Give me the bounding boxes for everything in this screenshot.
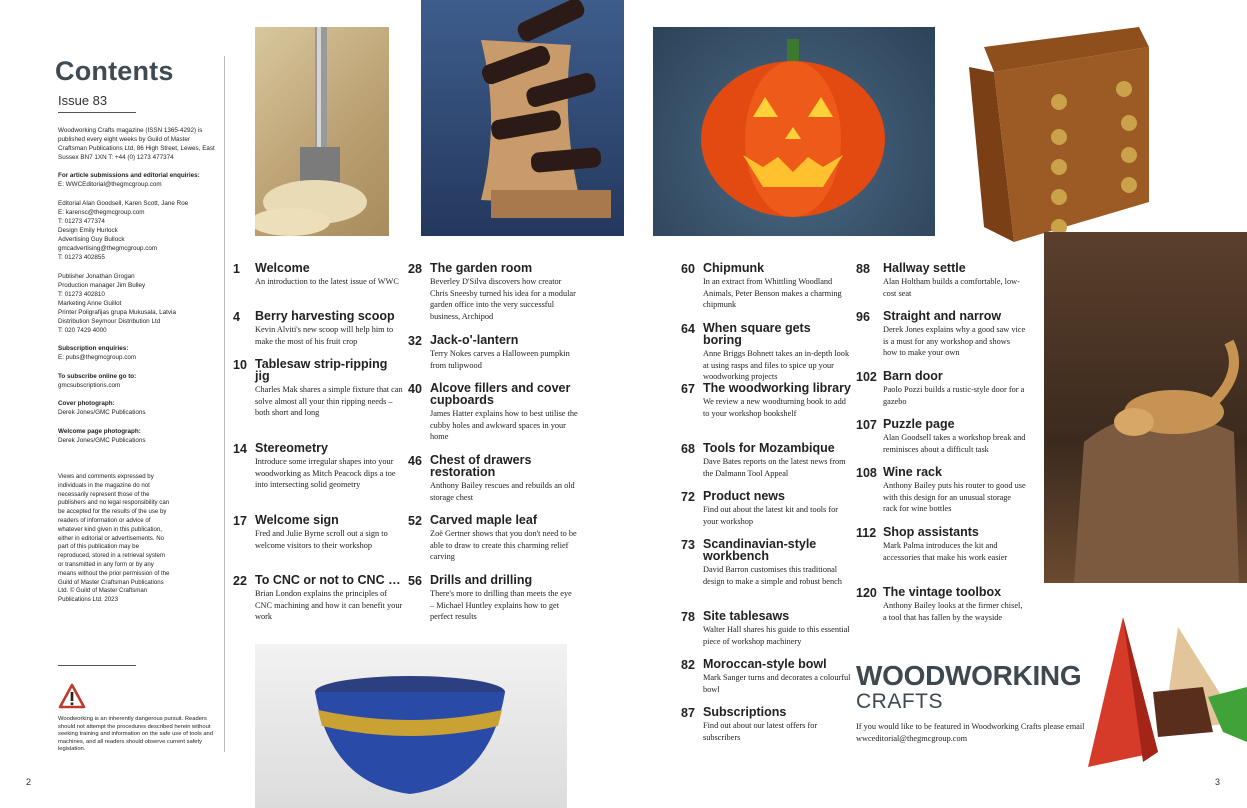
- printer-line: Printer Poligrafijas grupa Mukusala, Latvia: [58, 309, 176, 316]
- entry-description: An introduction to the latest issue of WWC: [255, 277, 399, 286]
- entry-description: We review a new woodturning book to add to your workshop bookshelf: [703, 397, 846, 418]
- contents-entry: [681, 262, 851, 311]
- entry-description: Alan Holtham builds a comfortable, low-cost seat: [883, 277, 1020, 298]
- logo-subtitle: CRAFTS: [856, 690, 943, 713]
- entry-description: In an extract from Whittling Woodland Animals, Peter Benson makes a charming chipmunk: [703, 277, 842, 310]
- entry-title: The woodworking library: [703, 381, 851, 395]
- welcome-heading: Welcome page photograph:: [58, 428, 141, 435]
- page-number-right: 3: [1215, 777, 1221, 787]
- entry-description: Mark Sanger turns and decorates a colourful bowl: [703, 673, 851, 694]
- welcome-credit: Derek Jones/GMC Publications: [58, 437, 146, 444]
- geometric-shapes-photo: [1083, 612, 1247, 808]
- advertising-email: gmcadvertising@thegmcgroup.com: [58, 245, 158, 252]
- entry-page-number: 108: [856, 466, 877, 480]
- chipmunk-photo: [1044, 232, 1247, 583]
- entry-page-number: 96: [856, 310, 870, 324]
- contents-entry: [856, 370, 1026, 407]
- bowl-photo: [255, 644, 567, 808]
- entry-title: The vintage toolbox: [883, 585, 1002, 599]
- design-line: Design Emily Hurlock: [58, 227, 118, 234]
- cover-credit: Derek Jones/GMC Publications: [58, 409, 146, 416]
- entry-title: Stereometry: [255, 441, 328, 455]
- entry-page-number: 4: [233, 310, 240, 324]
- entry-page-number: 22: [233, 574, 247, 588]
- entry-description: David Barron customises this traditional design to make a simple and robust bench: [703, 565, 842, 586]
- submissions-heading: For article submissions and editorial enquiries:: [58, 172, 200, 179]
- welcome-photo-info: [58, 427, 218, 445]
- entry-title: Hallway settle: [883, 261, 966, 275]
- contents-entry: [681, 322, 851, 383]
- contents-entry: [681, 658, 851, 695]
- production-info: [58, 272, 218, 335]
- entry-description: Anthony Bailey rescues and rebuilds an old storage chest: [430, 481, 575, 502]
- entry-page-number: 52: [408, 514, 422, 528]
- contents-entry: [856, 466, 1026, 515]
- production-tel: T: 01273 402810: [58, 291, 105, 298]
- entry-title: Subscriptions: [703, 705, 787, 719]
- entry-description: Beverley D'Silva discovers how creator Chris Sneesby turned his idea for a modular garden office into the very successful business, Archipod: [430, 277, 576, 321]
- entry-description: Find out about the latest kit and tools for your workshop: [703, 505, 839, 526]
- publisher-line: Publisher Jonathan Grogan: [58, 273, 135, 280]
- drill-bit-photo: [255, 27, 389, 236]
- pumpkin-photo: [653, 27, 935, 236]
- editorial-email: E: karensc@thegmcgroup.com: [58, 209, 145, 216]
- entry-title: Berry harvesting scoop: [255, 309, 395, 323]
- online-info: [58, 372, 218, 390]
- entry-title: Welcome sign: [255, 513, 339, 527]
- entry-page-number: 28: [408, 262, 422, 276]
- contents-entry: [233, 262, 403, 288]
- wine-rack-photo: [421, 0, 624, 236]
- cover-info: [58, 399, 218, 417]
- contents-entry: [233, 358, 403, 419]
- contents-entry: [856, 310, 1026, 359]
- entry-page-number: 32: [408, 334, 422, 348]
- entry-page-number: 78: [681, 610, 695, 624]
- subs-email: E: pubs@thegmcgroup.com: [58, 354, 137, 361]
- submissions-info: [58, 171, 218, 189]
- entry-page-number: 60: [681, 262, 695, 276]
- entry-page-number: 107: [856, 418, 877, 432]
- contents-entry: [681, 538, 851, 587]
- contents-entry: [681, 442, 851, 479]
- entry-page-number: 82: [681, 658, 695, 672]
- contents-entry: [408, 574, 578, 623]
- contents-entry: [856, 262, 1026, 299]
- contents-entry: [856, 586, 1026, 623]
- entry-title: Site tablesaws: [703, 609, 790, 623]
- entry-description: Derek Jones explains why a good saw vice is a must for any workshop and shows how to make your own: [883, 325, 1026, 358]
- entry-description: Fred and Julie Byrne scroll out a sign to welcome visitors to their workshop: [255, 529, 388, 550]
- page-title: Contents: [55, 56, 174, 86]
- entry-title: Jack-o'-lantern: [430, 333, 519, 347]
- sidebar-divider: [224, 56, 225, 752]
- contents-entry: [408, 262, 578, 322]
- entry-title: Moroccan-style bowl: [703, 657, 827, 671]
- masthead-text: Woodworking Crafts magazine (ISSN 1365-4292) is published every eight weeks by Guild of Master Craftsman Publications Ltd, 86 High Street, Lewes, East Sussex BN7 1XN T: +44 (0) 1273 477374: [58, 127, 215, 161]
- contents-entry: [681, 382, 851, 419]
- divider: [58, 112, 136, 113]
- entry-description: Terry Nokes carves a Halloween pumpkin from tulipwood: [430, 349, 570, 370]
- editorial-tel: T: 01273 477374: [58, 218, 105, 225]
- feature-invite: If you would like to be featured in Woodworking Crafts please email wwceditorial@thegmcgroup.com: [856, 722, 1085, 743]
- entry-title: Barn door: [883, 369, 943, 383]
- entry-page-number: 120: [856, 586, 877, 600]
- entry-description: Find out about our latest offers for subscribers: [703, 721, 818, 742]
- contents-entry: [233, 514, 403, 551]
- advertising-line: Advertising Guy Bullock: [58, 236, 125, 243]
- entry-title: Shop assistants: [883, 525, 979, 539]
- entry-page-number: 112: [856, 526, 877, 540]
- warning-icon: [58, 683, 86, 709]
- contents-entry: [408, 334, 578, 371]
- entry-title: Straight and narrow: [883, 309, 1002, 323]
- page-number-left: 2: [26, 777, 32, 787]
- entry-title: Carved maple leaf: [430, 513, 537, 527]
- advertising-tel: T: 01273 402855: [58, 254, 105, 261]
- entry-title: Product news: [703, 489, 785, 503]
- distribution-tel: T: 020 7429 4000: [58, 327, 107, 334]
- entry-title: Welcome: [255, 261, 310, 275]
- chest-of-drawers-photo: [964, 27, 1155, 242]
- disclaimer: Views and comments expressed by individuals in the magazine do not necessarily represent those of the publishers and no legal responsibility can be accepted for the results of the use by readers of information or advice of whatever kind given in this publication, either in editorial or advertisements. No part of this publication may be reproduced, stored in a retrieval system or transmitted in any form or by any means without the prior permission of the Guild of Master Craftsman Publications Ltd. © Guild of Master Craftsman Publications Ltd. 2023: [58, 473, 170, 604]
- contents-entry: [856, 526, 1026, 563]
- entry-page-number: 68: [681, 442, 695, 456]
- contents-entry: [408, 454, 578, 503]
- entry-page-number: 46: [408, 454, 422, 468]
- entry-title: Puzzle page: [883, 417, 955, 431]
- staff-info: [58, 199, 218, 262]
- entry-description: James Hatter explains how to best utilise the cubby holes and awkward spaces in your home: [430, 409, 578, 442]
- entry-title: Chipmunk: [703, 261, 765, 275]
- masthead-info: [58, 126, 218, 162]
- entry-title: When square gets boring: [703, 321, 811, 347]
- contents-entry: [856, 418, 1026, 455]
- entry-description: Anne Briggs Bohnett takes an in-depth look at using rasps and files to spice up your woodworking projects: [703, 349, 850, 382]
- entry-description: Alan Goodsell takes a workshop break and reminisces about a difficult task: [883, 433, 1026, 454]
- entry-title: Drills and drilling: [430, 573, 533, 587]
- entry-page-number: 102: [856, 370, 877, 384]
- logo-wordmark: WOODWORKING: [856, 660, 1082, 691]
- entry-page-number: 10: [233, 358, 247, 372]
- entry-page-number: 88: [856, 262, 870, 276]
- entry-description: Mark Palma introduces the kit and accessories that make his work easier: [883, 541, 1008, 562]
- entry-description: There's more to drilling than meets the eye – Michael Huntley explains how to get perfect results: [430, 589, 572, 622]
- contents-entry: [233, 442, 403, 491]
- entry-title: Alcove fillers and cover cupboards: [430, 381, 571, 407]
- marketing-line: Marketing Anne Guillot: [58, 300, 122, 307]
- editorial-line: Editorial Alan Goodsell, Karen Scott, Jane Roe: [58, 200, 189, 207]
- entry-title: Wine rack: [883, 465, 942, 479]
- subs-heading: Subscription enquiries:: [58, 345, 129, 352]
- submissions-email: E: WWCEditorial@thegmcgroup.com: [58, 181, 162, 188]
- safety-warning: Woodworking is an inherently dangerous pursuit. Readers should not attempt the procedures described herein without seeking training and information on the safe use of tools and machines, and all readers should observe current safety legislation.: [58, 716, 214, 753]
- entry-description: Anthony Bailey looks at the firmer chisel, a tool that has fallen by the wayside: [883, 601, 1023, 622]
- entry-page-number: 14: [233, 442, 247, 456]
- entry-page-number: 1: [233, 262, 240, 276]
- online-heading: To subscribe online go to:: [58, 373, 137, 380]
- entry-page-number: 87: [681, 706, 695, 720]
- contents-entry: [408, 382, 578, 443]
- entry-description: Anthony Bailey puts his router to good use with this design for an unusual storage rack for wine bottles: [883, 481, 1026, 514]
- entry-page-number: 56: [408, 574, 422, 588]
- entry-page-number: 67: [681, 382, 695, 396]
- entry-title: Scandinavian-style workbench: [703, 537, 817, 563]
- issue-number: Issue 83: [58, 93, 108, 108]
- cover-heading: Cover photograph:: [58, 400, 115, 407]
- contents-entry: [681, 610, 851, 647]
- entry-description: Brian London explains the principles of CNC machining and how it can benefit your work: [255, 589, 403, 622]
- distribution-line: Distribution Seymour Distribution Ltd: [58, 318, 161, 325]
- divider: [58, 665, 136, 666]
- entry-title: Tablesaw strip-ripping jig: [255, 357, 388, 383]
- contents-entry: [681, 706, 851, 743]
- entry-title: Tools for Mozambique: [703, 441, 835, 455]
- entry-page-number: 73: [681, 538, 695, 552]
- entry-page-number: 72: [681, 490, 695, 504]
- entry-description: Introduce some irregular shapes into your woodworking as Mitch Peacock dips a toe into intersecting solid geometry: [255, 457, 396, 490]
- entry-description: Kevin Alviti's new scoop will help him to make the most of his fruit crop: [255, 325, 394, 346]
- contents-entry: [233, 574, 403, 623]
- online-url: gmcsubscriptions.com: [58, 382, 121, 389]
- entry-description: Zoë Gertner shows that you don't need to be able to draw to create this charming relief carving: [430, 529, 577, 562]
- entry-description: Charles Mak shares a simple fixture that can solve almost all your thin ripping needs – both short and long: [255, 385, 403, 418]
- contents-entry: [408, 514, 578, 563]
- entry-description: Paolo Pozzi builds a rustic-style door for a gazebo: [883, 385, 1025, 406]
- entry-page-number: 17: [233, 514, 247, 528]
- entry-title: To CNC or not to CNC …: [255, 573, 401, 587]
- entry-page-number: 40: [408, 382, 422, 396]
- entry-title: Chest of drawers restoration: [430, 453, 532, 479]
- production-line: Production manager Jim Bulley: [58, 282, 146, 289]
- entry-description: Dave Bates reports on the latest news from the Dalmann Tool Appeal: [703, 457, 846, 478]
- entry-page-number: 64: [681, 322, 695, 336]
- contents-entry: [233, 310, 403, 347]
- entry-description: Walter Hall shares his guide to this essential piece of workshop machinery: [703, 625, 850, 646]
- subscription-info: [58, 344, 218, 362]
- contents-entry: [681, 490, 851, 527]
- entry-title: The garden room: [430, 261, 533, 275]
